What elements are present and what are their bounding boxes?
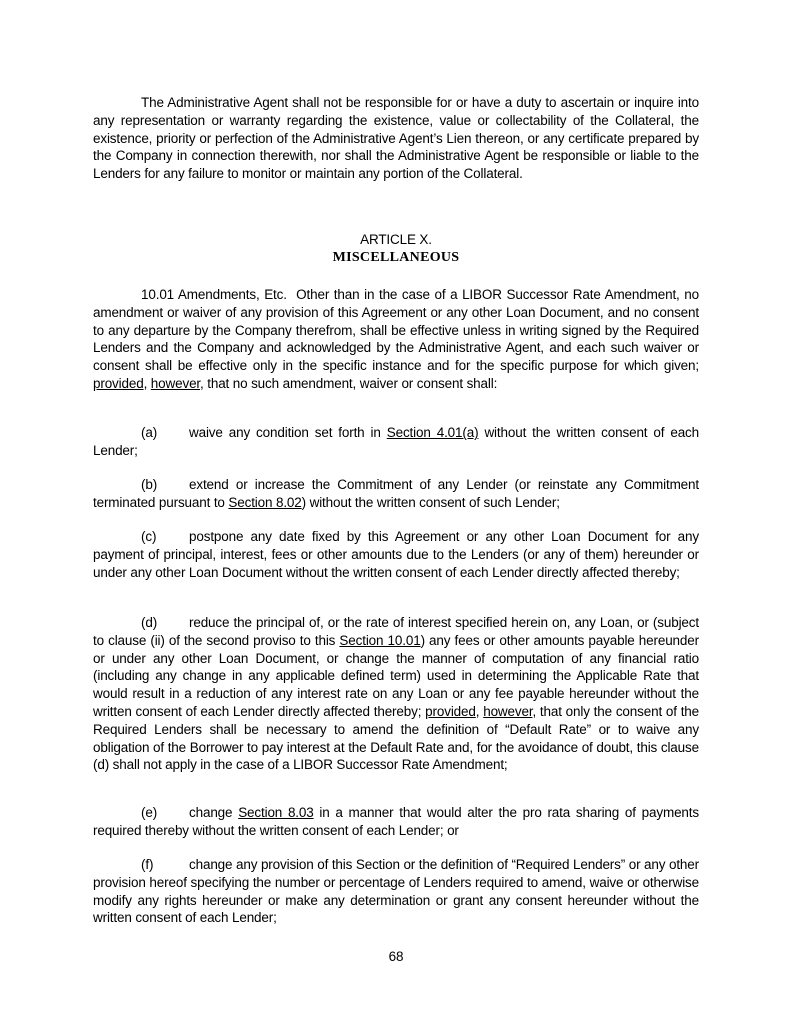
item-d: (d) reduce the principal of, or the rate of interest specified herein on, any Loan, or (subject to clause (ii) of the second proviso to this Section 10.01) any fees or other amounts payable hereunder or under any other Loan Document, or change the manner of computation of any financial ratio (including any change in any applicable defined term) used in determining the Applicable Rate that would result in a reduction of any interest rate on any Loan or any fee payable hereunder without the written consent of each Lender directly affected thereby; provided, however, that only the consent of the Required Lenders shall be necessary to amend the definition of “Default Rate” or to waive any obligation of the Borrower to pay interest at the Default Rate and, for the avoidance of doubt, this clause (d) shall not apply in the case of a LIBOR Successor Rate Amendment;: [93, 615, 700, 773]
however-term: however: [150, 375, 201, 391]
item-b-text-pre: extend or increase the Commitment of any Lender (or reinstate any Commitment terminated pursuant to: [93, 477, 699, 510]
item-b-label: (b): [141, 477, 158, 492]
item-e-text-pre: change: [189, 805, 233, 820]
section-text-b: that no such amendment, waiver or consent shall:: [207, 375, 498, 391]
item-a-text-post: without the written consent of each Lender;: [93, 425, 700, 458]
item-d-provided-term: provided: [425, 703, 476, 719]
section-10-01-paragraph: 10.01 Amendments, Etc. Other than in the case of a LIBOR Successor Rate Amendment, no amendment or waiver of any provision of this Agreement or any other Loan Document, and no consent to any departure by the Company therefrom, shall be effective unless in writing signed by the Required Lenders and the Company and acknowledged by the Administrative Agent, and each such waiver or consent shall be effective only in the specific instance and for the specific purpose for which given; provided, however, that no such amendment, waiver or consent shall:: [93, 287, 699, 391]
intro-paragraph-text: The Administrative Agent shall not be responsible for or have a duty to ascertain or inquire into any representation or warranty regarding the existence, value or collectability of the Collateral, the existence, priority or perfection of the Administrative Agent’s Lien thereon, or any certificate prepared by the Company in connection therewith, nor shall the Administrative Agent be responsible or liable to the Lenders for any failure to monitor or maintain any portion of the Collateral.: [93, 95, 699, 182]
item-d-label: (d): [141, 615, 158, 630]
item-d-text-pre: reduce the principal of, or the rate of interest specified herein on, any Loan, or (subject to clause (ii) of the second proviso to this: [93, 615, 699, 648]
section-ref-8-03: Section 8.03: [238, 805, 314, 820]
item-b: [93, 476, 699, 512]
section-ref-10-01: Section 10.01: [339, 632, 421, 648]
item-e-label: (e): [141, 805, 158, 820]
item-d-text-post: that only the consent of the Required Lenders shall be necessary to amend the definition of “Default Rate” or to waive any obligation of the Borrower to pay interest at the Default Rate and, for the avoidance of doubt, this clause (d) shall not apply in the case of a LIBOR Successor Rate Amendment;: [93, 703, 700, 773]
section-text-a: Other than in the case of a LIBOR Successor Rate Amendment, no amendment or waiver of any provision of this Agreement or any other Loan Document, and no consent to any departure by the Company therefrom, shall be effective unless in writing signed by the Required Lenders and the Company and acknowledged by the Administrative Agent, and each such waiver or consent shall be effective only in the specific instance and for the specific purpose for which given;: [93, 287, 699, 374]
article-title: MISCELLANEOUS: [332, 250, 460, 265]
item-c-label: (c): [141, 529, 157, 544]
item-c-text: postpone any date fixed by this Agreement or any other Loan Document for any payment of principal, interest, fees or other amounts due to the Lenders (or any of them) hereunder or under any other Loan Document without the written consent of each Lender directly affected thereby;: [93, 529, 699, 580]
item-f-label: (f): [141, 857, 154, 872]
item-b-text-post: ) without the written consent of such Lender;: [301, 494, 560, 510]
item-d-text-mid: ) any fees or other amounts payable hereunder or under any other Loan Document, or change the manner of computation of any financial ratio (including any change in any applicable defined term) used in determining the Applicable Rate that would result in a reduction of any interest rate on any Loan or any fee payable hereunder without the written consent of each Lender directly affected thereby;: [93, 632, 699, 719]
item-a-label: (a): [141, 425, 158, 440]
item-a-text-pre: waive any condition set forth in: [189, 425, 381, 440]
item-f-text: change any provision of this Section or the definition of “Required Lenders” or any other provision hereof specifying the number or percentage of Lenders required to amend, waive or otherwise modify any rights hereunder or make any determination or grant any consent hereunder without the written consent of each Lender;: [93, 857, 699, 926]
item-a: [93, 424, 699, 460]
provided-term: provided: [93, 375, 144, 391]
section-heading: 10.01 Amendments, Etc.: [141, 287, 287, 302]
section-ref-8-02: Section 8.02: [228, 494, 302, 510]
section-ref-4-01a: Section 4.01(a): [386, 425, 479, 440]
article-number: ARTICLE X.: [360, 232, 432, 247]
item-d-however-term: however: [483, 703, 533, 719]
item-c: [93, 528, 699, 581]
item-f: [93, 856, 699, 927]
item-e-text-post: in a manner that would alter the pro rata sharing of payments required thereby without the written consent of each Lender; or: [93, 805, 699, 838]
item-e: [93, 804, 699, 840]
page-number: 68: [388, 949, 404, 964]
intro-paragraph: [93, 94, 699, 183]
